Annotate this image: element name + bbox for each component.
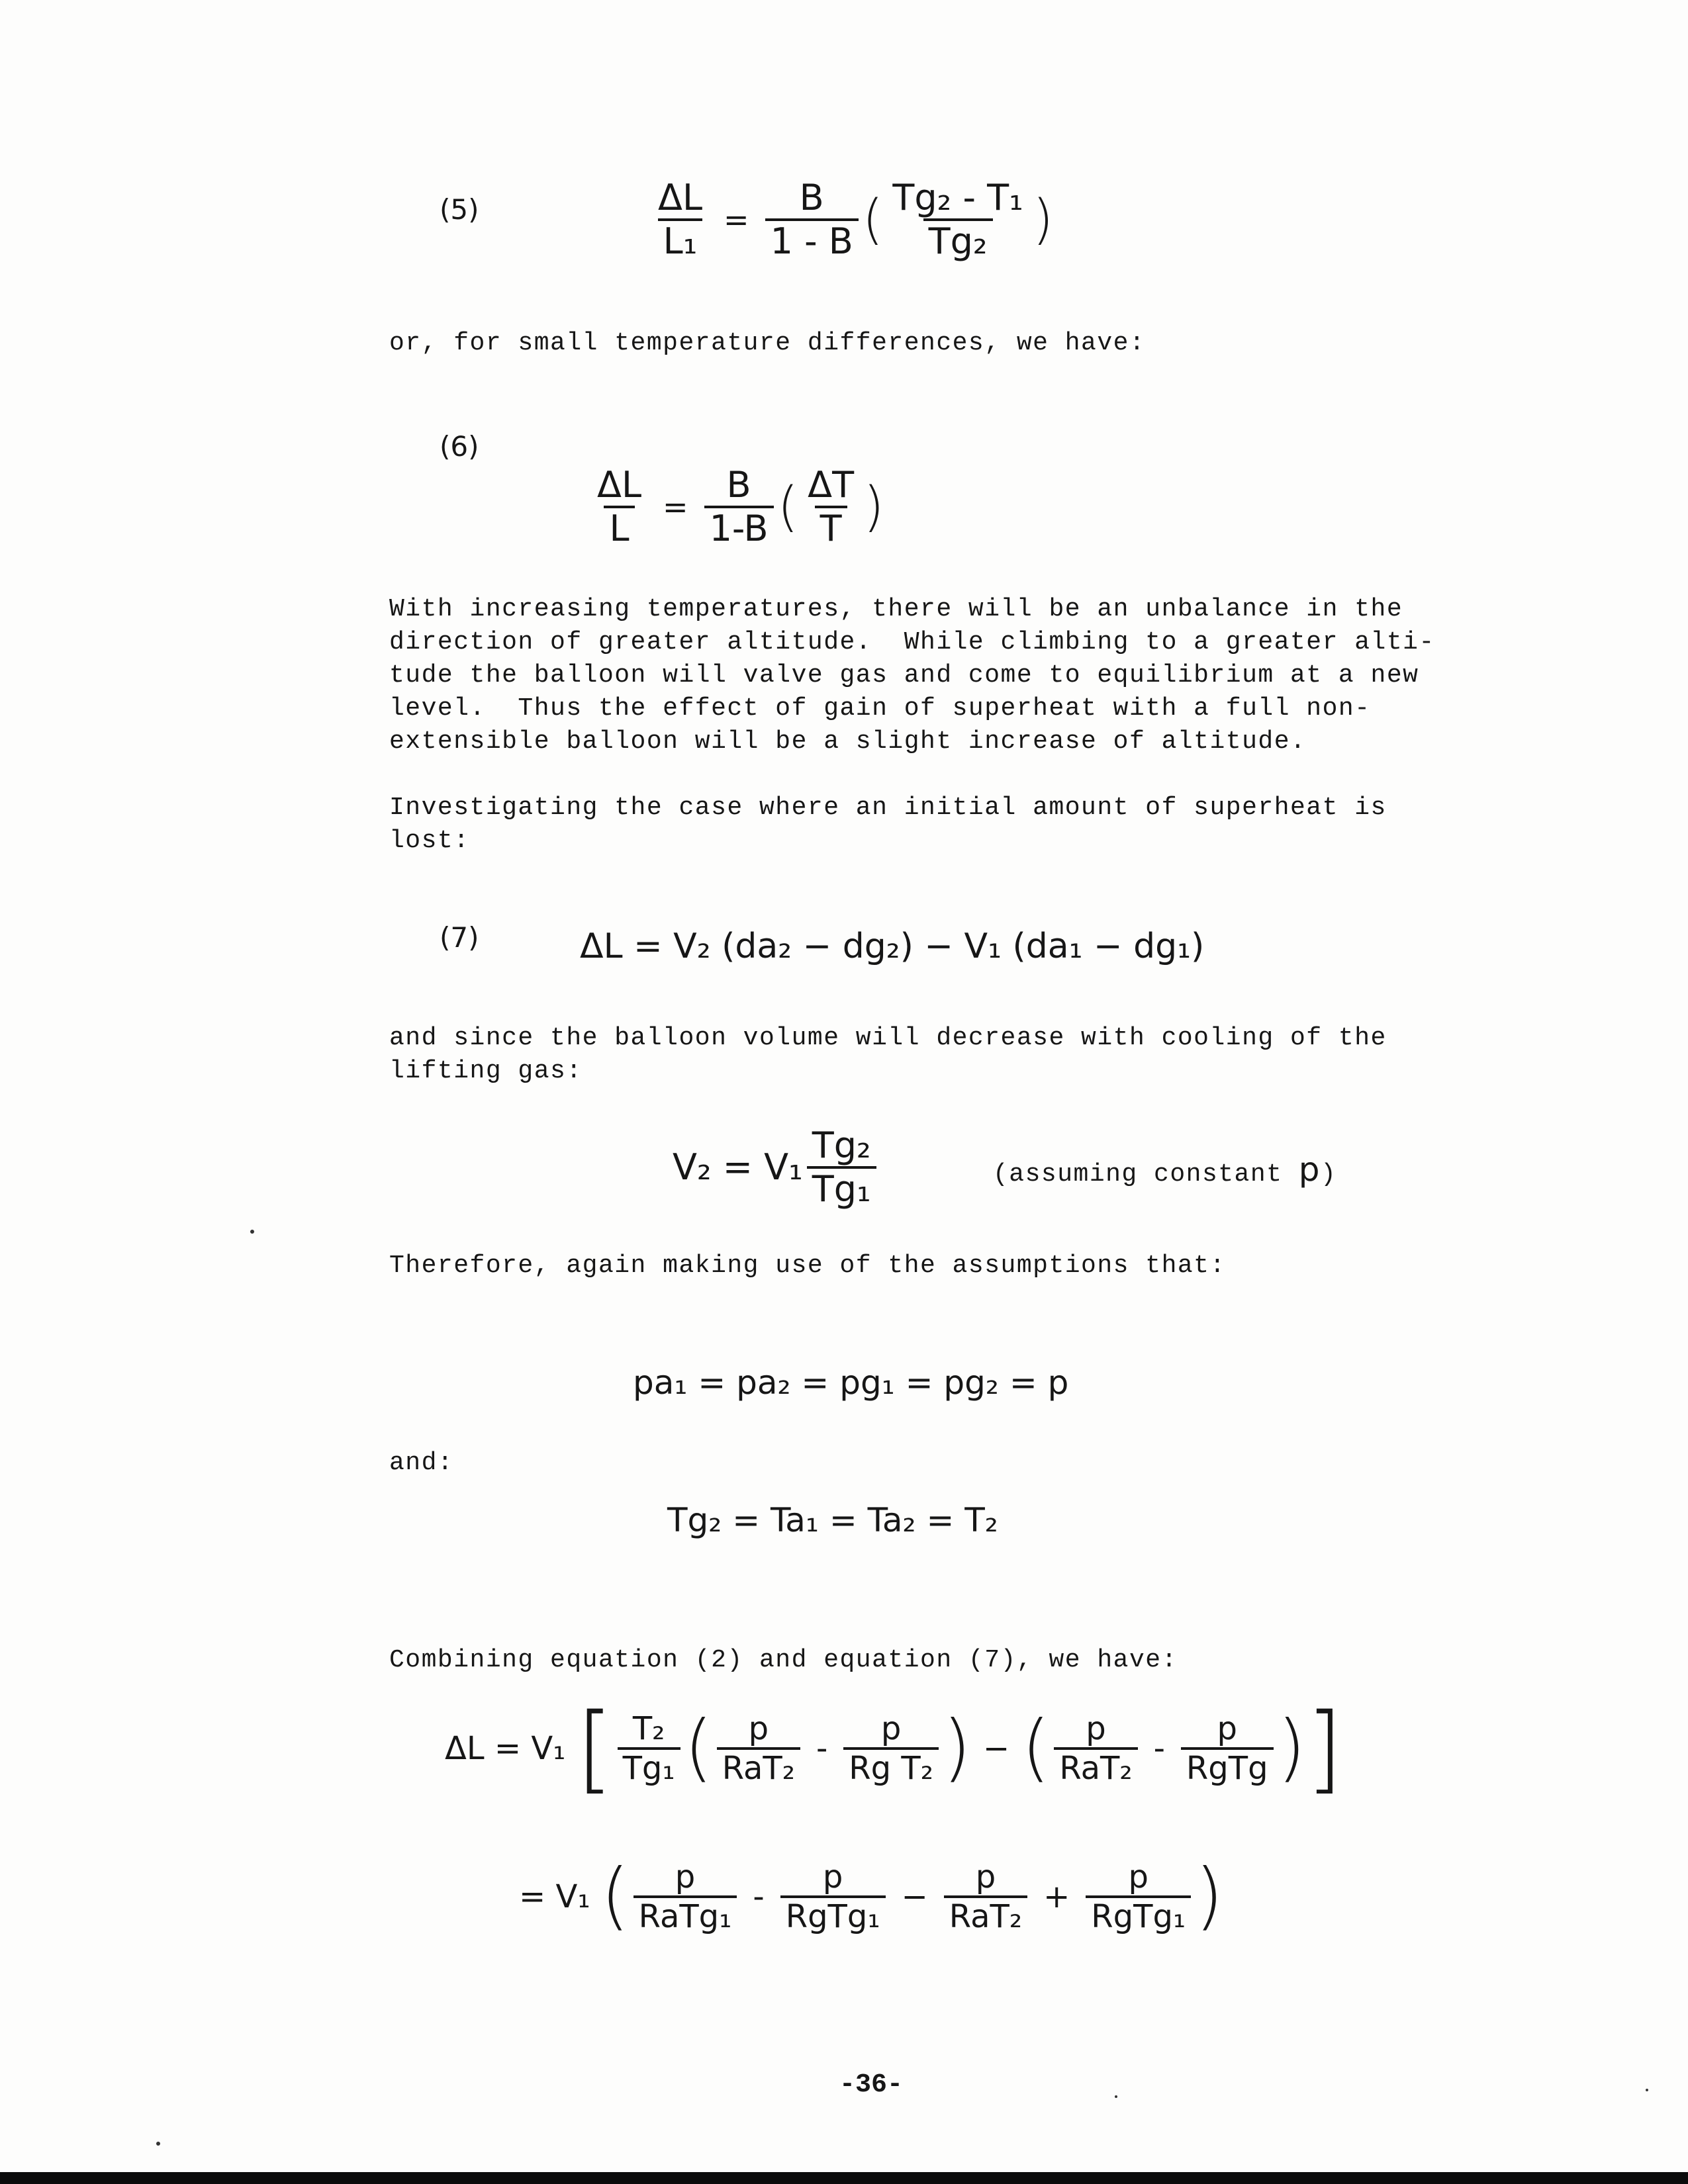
eq6-lhs-fraction: [592, 464, 647, 549]
eq5-coef-numerator: B: [799, 177, 824, 218]
equation-6: [588, 464, 884, 549]
eq-combined1-f1: [618, 1709, 680, 1787]
eq-combined1-open-bracket: [: [576, 1692, 614, 1803]
eq6-coef-numerator: B: [726, 464, 751, 506]
eq6-paren-numerator: ΔT: [808, 464, 855, 506]
eq-combined1-f5: [1181, 1709, 1274, 1787]
eq5-open-paren: (: [862, 188, 884, 251]
paragraph-superheat-lost: Investigating the case where an initial amount of superheat is lost:: [389, 794, 1387, 855]
eq-combined2-f1-den: RaTg₁: [633, 1895, 737, 1933]
assumption-text: (assuming constant: [993, 1160, 1299, 1189]
assumption-close: ): [1321, 1160, 1337, 1189]
eq-combined1-f5-num: p: [1217, 1709, 1237, 1747]
eq6-lhs-numerator: ΔL: [597, 464, 642, 506]
equation-label-6: (6): [440, 430, 479, 463]
equation-combined-line1: [445, 1692, 1343, 1803]
eq-combined1-f3-num: p: [880, 1709, 902, 1747]
equation-label-7: (7): [440, 921, 479, 954]
page-number: -36-: [839, 2070, 904, 2100]
scan-speck: [250, 1230, 254, 1234]
eq-combined2-paren-open: (: [600, 1854, 630, 1939]
eq5-coef-denominator: 1 - B: [765, 218, 859, 259]
eq-combined2-f2-num: p: [822, 1858, 843, 1895]
assumption-p-symbol: p: [1298, 1150, 1321, 1189]
equation-5: [649, 177, 1054, 262]
eq-combined1-f3: [843, 1709, 939, 1787]
eq-combined2-plus: +: [1043, 1878, 1070, 1915]
eq-combined1-close-bracket: ]: [1305, 1692, 1343, 1803]
eq-combined2-f4-den: RgTg₁: [1086, 1895, 1191, 1933]
eq6-paren-fraction: [802, 464, 859, 549]
eq-volume-numerator: Tg₂: [812, 1124, 871, 1166]
eq5-lhs-denominator: L₁: [658, 218, 703, 259]
eq-combined1-minus-1: -: [816, 1729, 828, 1767]
eq6-coef-denominator: 1-B: [704, 506, 774, 547]
eq-combined2-f1: [633, 1858, 737, 1935]
eq6-equals: =: [663, 489, 688, 525]
eq6-lhs-denominator: L: [604, 506, 634, 547]
eq6-paren-denominator: T: [815, 506, 847, 547]
eq-combined1-f4-den: RaT₂: [1054, 1747, 1137, 1784]
eq-combined1-f2-num: p: [748, 1709, 769, 1747]
assumption-constant-p: [993, 1150, 1336, 1189]
eq-combined2-f3-den: RaT₂: [944, 1895, 1027, 1933]
eq-combined1-f4: [1054, 1709, 1137, 1787]
eq-combined1-f3-den: Rg T₂: [843, 1747, 939, 1784]
eq5-close-paren: ): [1032, 188, 1054, 251]
equation-7: ΔL = V₂ (da₂ − dg₂) − V₁ (da₁ − dg₁): [580, 927, 1205, 966]
scan-speck: [1646, 2089, 1648, 2091]
text-combining: Combining equation (2) and equation (7), we have:: [389, 1646, 1178, 1674]
eq-combined2-f2: [780, 1858, 886, 1935]
eq-combined1-lhs: ΔL = V₁: [445, 1729, 566, 1767]
equation-pressures: pa₁ = pa₂ = pg₁ = pg₂ = p: [633, 1363, 1069, 1402]
eq-combined2-f1-num: p: [675, 1858, 696, 1895]
eq-volume-denominator: Tg₁: [807, 1166, 876, 1207]
eq-combined1-paren-open-1: (: [684, 1705, 713, 1790]
equation-volume: [673, 1124, 880, 1210]
text-therefore: Therefore, again making use of the assumptions that:: [389, 1251, 1226, 1280]
eq-volume-lhs: V₂ = V₁: [673, 1146, 803, 1188]
eq-combined1-minus-3: -: [1153, 1729, 1165, 1767]
eq-combined2-f3-num: p: [975, 1858, 996, 1895]
eq-combined1-paren-close-1: ): [942, 1705, 972, 1790]
eq-combined2-f4: [1086, 1858, 1191, 1935]
scan-speck: [1115, 2095, 1117, 2098]
scan-speck: [156, 2142, 160, 2146]
eq5-paren-denominator: Tg₂: [923, 218, 993, 259]
eq5-equals: =: [724, 202, 749, 238]
eq5-paren-numerator: Tg₂ - T₁: [892, 177, 1023, 218]
eq5-lhs-numerator: ΔL: [658, 177, 703, 218]
eq-combined1-paren-open-2: (: [1021, 1705, 1051, 1790]
eq-combined1-f5-den: RgTg: [1181, 1747, 1274, 1784]
eq-combined1-f2-den: RaT₂: [717, 1747, 800, 1784]
equation-label-5: (5): [440, 193, 479, 226]
eq6-coef-fraction: [704, 464, 774, 549]
eq-combined1-f2: [717, 1709, 800, 1787]
eq-combined1-minus-2: −: [983, 1729, 1010, 1767]
eq-combined1-f1-num: T₂: [632, 1709, 665, 1747]
eq6-open-paren: (: [777, 475, 799, 538]
eq-combined2-minus-2: −: [901, 1878, 928, 1915]
eq5-lhs-fraction: [653, 177, 708, 262]
eq5-coef-fraction: [765, 177, 859, 262]
paragraph-increasing-temperatures: With increasing temperatures, there will be an unbalance in the direction of greater altitude. While climbing to a greater alti- tude the balloon will valve gas and come to equilibrium at a new level. Thus the effect of gain of superheat with a full non- extensible balloon will be a slight increase of altitude.: [389, 595, 1435, 756]
equation-combined-line2: [519, 1854, 1224, 1939]
eq-combined2-f3: [944, 1858, 1027, 1935]
eq-combined1-paren-close-2: ): [1277, 1705, 1306, 1790]
eq-combined2-lhs: = V₁: [519, 1878, 590, 1915]
eq5-paren-fraction: [887, 177, 1028, 262]
eq-combined2-paren-close: ): [1195, 1854, 1224, 1939]
text-and: and:: [389, 1449, 454, 1477]
text-small-differences: or, for small temperature differences, we have:: [389, 329, 1146, 357]
eq6-close-paren: ): [863, 475, 884, 538]
eq-volume-fraction: [807, 1124, 876, 1210]
paragraph-balloon-volume: and since the balloon volume will decrease with cooling of the lifting gas:: [389, 1024, 1387, 1085]
eq-combined2-minus-1: -: [753, 1878, 765, 1915]
equation-temperatures: Tg₂ = Ta₁ = Ta₂ = T₂: [667, 1501, 998, 1539]
scan-bottom-edge: [0, 2172, 1688, 2184]
eq-combined1-f4-num: p: [1086, 1709, 1106, 1747]
eq-combined1-f1-den: Tg₁: [618, 1747, 680, 1784]
eq-combined2-f2-den: RgTg₁: [780, 1895, 886, 1933]
eq-combined2-f4-num: p: [1128, 1858, 1149, 1895]
